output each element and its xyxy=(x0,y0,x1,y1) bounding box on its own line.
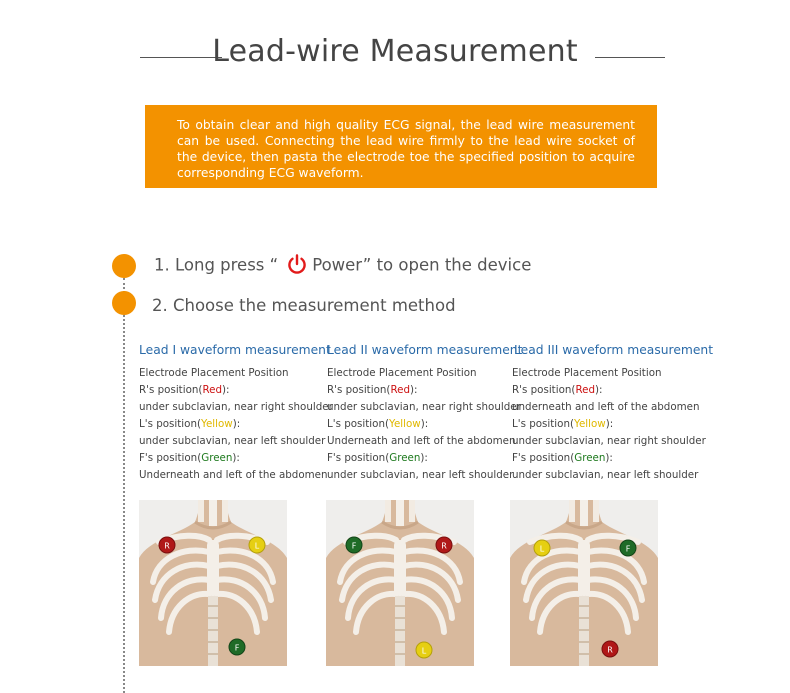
lead-3-column xyxy=(512,343,714,484)
timeline-dot-step1 xyxy=(112,254,136,278)
lead-3-f-text: under subclavian, near left shoulder xyxy=(512,469,699,481)
electrode-f xyxy=(229,639,245,655)
lead-1-placement: Electrode Placement Position xyxy=(139,367,289,379)
title-rule-right xyxy=(595,57,665,58)
lead-1-r-text: under subclavian, near right shoulder xyxy=(139,401,333,413)
lead-1-f-line: F's position(Green): xyxy=(139,452,240,464)
lead-2-l-color: Yellow xyxy=(389,418,421,430)
lead-3-f-color: Green xyxy=(574,452,606,464)
chest-skeleton-illustration xyxy=(139,500,287,666)
lead-3-r-label: R's position xyxy=(512,384,572,396)
electrode-r xyxy=(159,537,175,553)
lead-1-chest-illustration xyxy=(139,500,287,666)
timeline-dotted-line xyxy=(123,278,125,693)
lead-2-l-line: L's position(Yellow): xyxy=(327,418,429,430)
step-1-prefix: 1. Long press “ xyxy=(154,255,279,275)
electrode-r-letter: R xyxy=(607,645,613,655)
lead-1-l-color: Yellow xyxy=(201,418,233,430)
lead-3-r-line: R's position(Red): xyxy=(512,384,603,396)
lead-2-placement: Electrode Placement Position xyxy=(327,367,477,379)
lead-2-r-text: under subclavian, near right shoulder xyxy=(327,401,521,413)
lead-2-l-text: Underneath and left of the abdomen xyxy=(327,435,516,447)
step-1-power: Power xyxy=(312,255,363,275)
lead-3-heading: Lead III waveform measurement xyxy=(514,343,714,357)
lead-2-column xyxy=(327,343,523,484)
lead-2-r-color: Red xyxy=(390,384,411,396)
lead-2-heading: Lead II waveform measurement xyxy=(327,343,523,357)
lead-2-f-text: under subclavian, near left shoulder xyxy=(327,469,514,481)
electrode-l xyxy=(249,537,265,553)
electrode-l-letter: L xyxy=(539,544,545,554)
lead-2-l-label: L's position xyxy=(327,418,385,430)
electrode-l xyxy=(416,642,432,658)
lead-3-chest-illustration xyxy=(510,500,658,666)
electrode-f-letter: F xyxy=(351,541,357,551)
electrode-f-letter: F xyxy=(234,643,240,653)
electrode-r xyxy=(602,641,618,657)
lead-1-column xyxy=(139,343,333,484)
lead-2-f-label: F's position xyxy=(327,452,386,464)
lead-3-f-label: F's position xyxy=(512,452,571,464)
electrode-f xyxy=(620,540,636,556)
lead-1-r-label: R's position xyxy=(139,384,199,396)
lead-1-l-line: L's position(Yellow): xyxy=(139,418,241,430)
timeline-dot-step2 xyxy=(112,291,136,315)
lead-2-f-color: Green xyxy=(389,452,421,464)
electrode-f xyxy=(346,537,362,553)
electrode-r xyxy=(436,537,452,553)
chest-skeleton-illustration xyxy=(510,500,658,666)
electrode-l-letter: L xyxy=(254,541,260,551)
lead-2-r-line: R's position(Red): xyxy=(327,384,418,396)
page-title: Lead-wire Measurement xyxy=(212,34,578,69)
lead-3-r-color: Red xyxy=(575,384,596,396)
step-1-suffix: ” to open the device xyxy=(362,255,532,275)
electrode-r-letter: R xyxy=(441,541,447,551)
lead-3-placement: Electrode Placement Position xyxy=(512,367,662,379)
electrode-r-letter: R xyxy=(164,541,170,551)
lead-3-r-text: underneath and left of the abdomen xyxy=(512,401,700,413)
lead-2-r-label: R's position xyxy=(327,384,387,396)
lead-3-l-color: Yellow xyxy=(574,418,606,430)
lead-1-heading: Lead I waveform measurement xyxy=(139,343,331,357)
lead-3-l-label: L's position xyxy=(512,418,570,430)
lead-2-chest-illustration xyxy=(326,500,474,666)
lead-3-f-line: F's position(Green): xyxy=(512,452,613,464)
lead-1-f-text: Underneath and left of the abdomen xyxy=(139,469,328,481)
lead-1-r-line: R's position(Red): xyxy=(139,384,230,396)
step-2: 2. Choose the measurement method xyxy=(152,296,456,315)
lead-2-f-line: F's position(Green): xyxy=(327,452,428,464)
title-row xyxy=(0,30,790,86)
lead-1-r-color: Red xyxy=(202,384,223,396)
electrode-l-letter: L xyxy=(421,646,427,656)
lead-1-l-text: under subclavian, near left shoulder xyxy=(139,435,326,447)
lead-1-f-label: F's position xyxy=(139,452,198,464)
step-1 xyxy=(154,253,531,279)
electrode-f-letter: F xyxy=(625,544,631,554)
chest-skeleton-illustration xyxy=(326,500,474,666)
power-icon xyxy=(286,253,308,279)
lead-1-l-label: L's position xyxy=(139,418,197,430)
lead-3-l-text: under subclavian, near right shoulder xyxy=(512,435,706,447)
lead-3-l-line: L's position(Yellow): xyxy=(512,418,614,430)
intro-banner: To obtain clear and high quality ECG signal, the lead wire measurement can be used. Connecting the lead wire firmly to the lead wire socket of the device, then pasta the electrode toe the specified position to acquire corresponding ECG waveform. xyxy=(145,105,657,188)
lead-1-f-color: Green xyxy=(201,452,233,464)
electrode-l xyxy=(534,540,550,556)
